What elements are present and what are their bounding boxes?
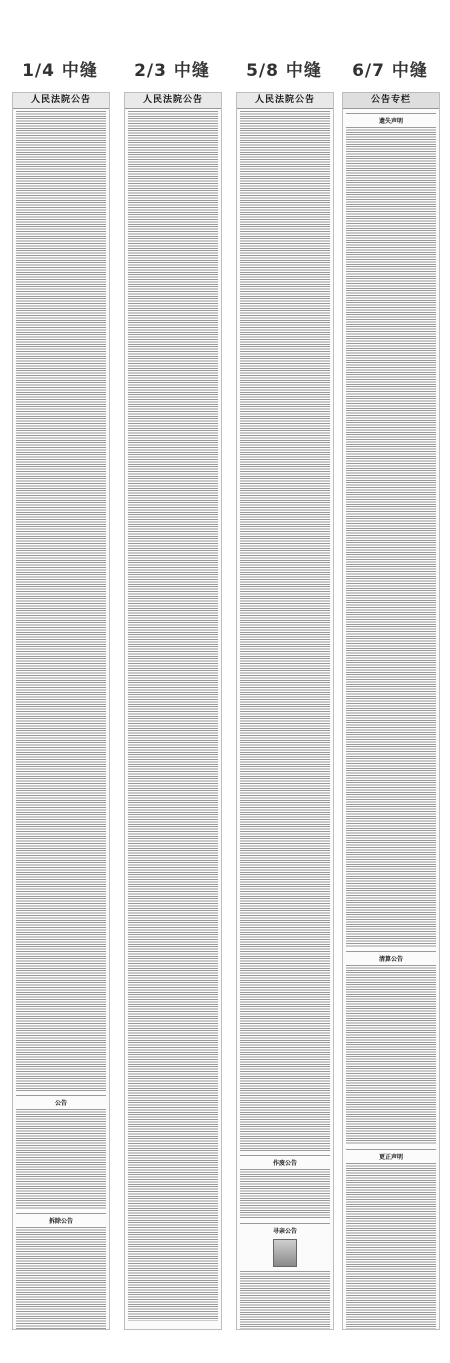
- body-text-block: [346, 127, 436, 947]
- column-header-4: 6/7 中缝: [352, 61, 428, 81]
- column-panel-4: [342, 92, 440, 1330]
- section-title: 清算公告: [346, 951, 436, 963]
- body-text-block: [240, 111, 330, 1151]
- section-title: 作废公告: [240, 1155, 330, 1167]
- column-header-1: 1/4 中缝: [22, 61, 98, 81]
- section-title: 拆除公告: [16, 1213, 106, 1225]
- column-header-2: 2/3 中缝: [134, 61, 210, 81]
- body-text-block: [240, 1169, 330, 1219]
- column-panel-1: [12, 92, 110, 1330]
- column-panel-2: [124, 92, 222, 1330]
- body-text-block: [16, 111, 106, 1091]
- body-text-block: [240, 1271, 330, 1330]
- column-banner: 人民法院公告: [237, 93, 333, 109]
- section-title: 更正声明: [346, 1149, 436, 1161]
- body-text-block: [346, 1163, 436, 1330]
- section-title: 遗失声明: [346, 113, 436, 125]
- body-text-block: [16, 1109, 106, 1209]
- body-text-block: [346, 965, 436, 1145]
- column-banner: 人民法院公告: [13, 93, 109, 109]
- column-header-3: 5/8 中缝: [246, 61, 322, 81]
- column-banner: 公告专栏: [343, 93, 439, 109]
- body-text-block: [16, 1227, 106, 1330]
- section-title: 公告: [16, 1095, 106, 1107]
- body-text-block: [128, 111, 218, 1321]
- missing-person-photo: [273, 1239, 297, 1267]
- column-banner: 人民法院公告: [125, 93, 221, 109]
- column-panel-3: [236, 92, 334, 1330]
- section-title: 寻亲公告: [240, 1223, 330, 1235]
